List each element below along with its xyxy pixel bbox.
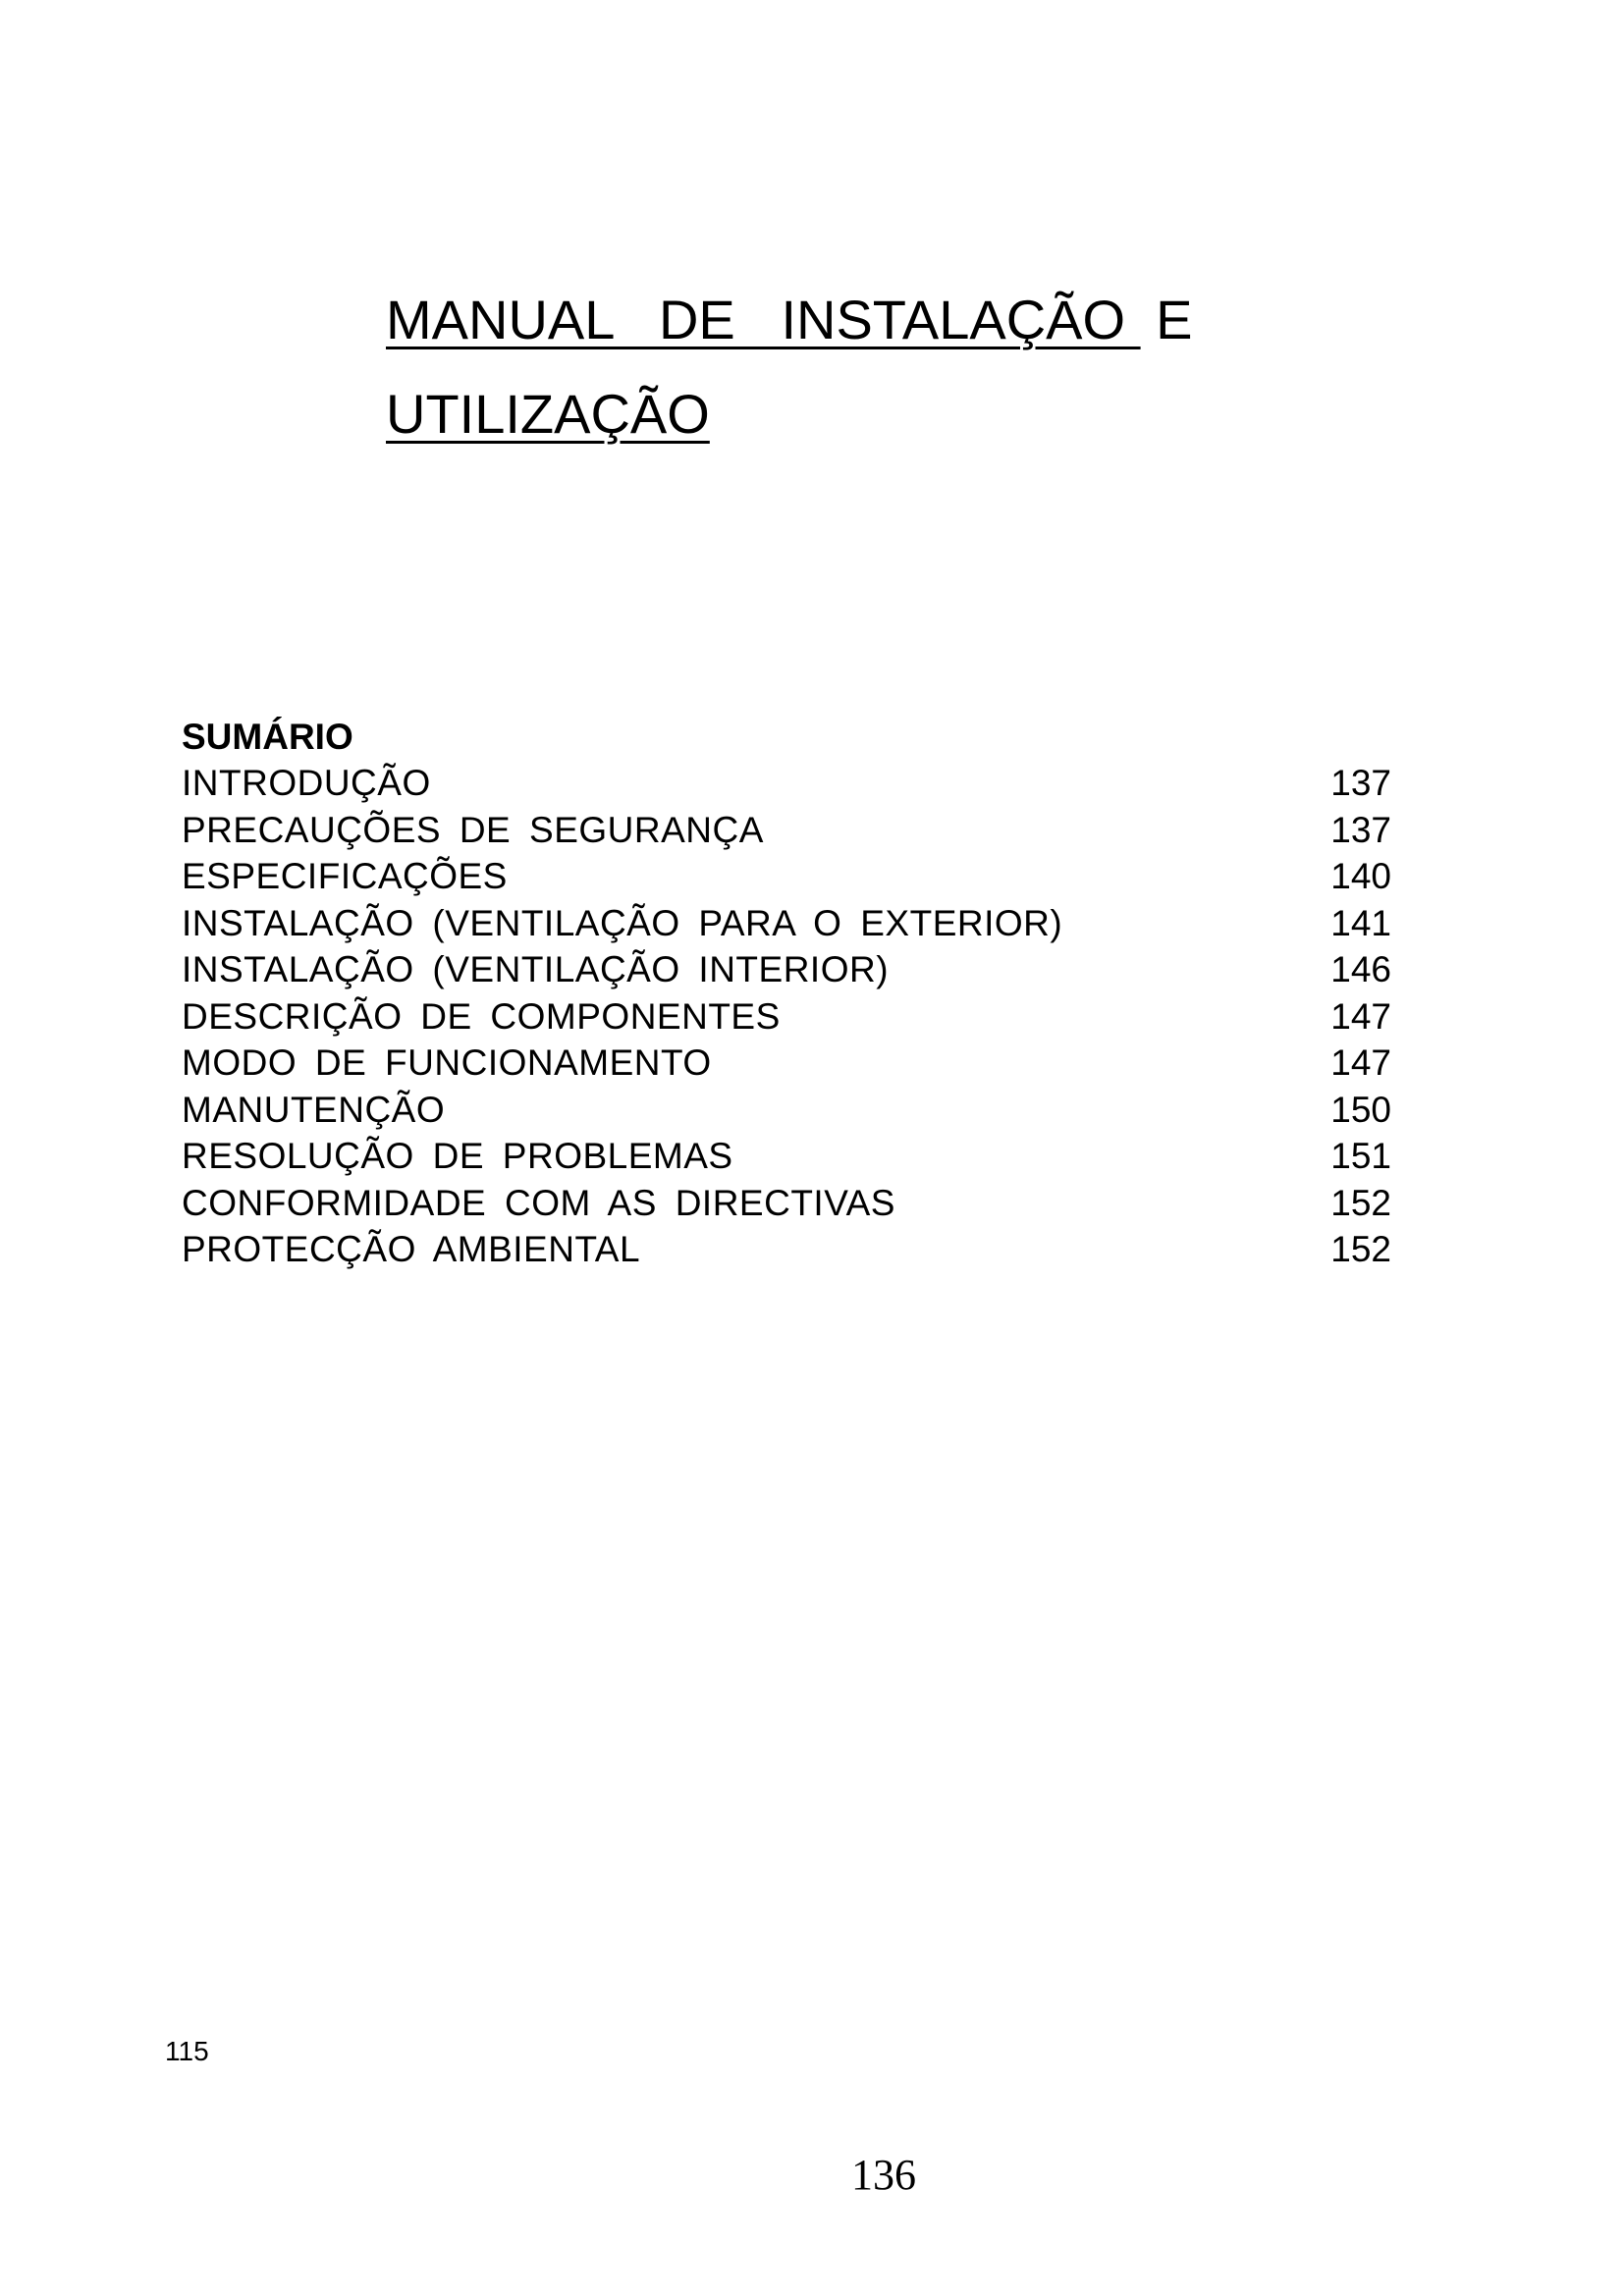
toc-entry <box>182 900 1391 947</box>
original-page-number: 115 <box>165 2036 209 2066</box>
toc-entry <box>182 993 1391 1041</box>
toc-entry-page: 151 <box>1330 1136 1391 1176</box>
toc-entry <box>182 1087 1391 1134</box>
toc-entry-label: ESPECIFICAÇÕES <box>182 856 508 896</box>
toc-entry-page: 137 <box>1330 809 1391 850</box>
toc-entry-label: DESCRIÇÃO DE COMPONENTES <box>182 995 781 1037</box>
toc-entry-page: 147 <box>1330 995 1391 1037</box>
page-number: 136 <box>851 2151 916 2199</box>
toc-entry-page: 141 <box>1330 902 1391 943</box>
toc-entry-page: 147 <box>1330 1042 1391 1083</box>
toc-entry <box>182 1180 1391 1227</box>
toc-entry-page: 150 <box>1330 1089 1391 1130</box>
toc-entry-label: INSTALAÇÃO (VENTILAÇÃO PARA O EXTERIOR) <box>182 902 1063 943</box>
toc-entry <box>182 760 1391 807</box>
toc-entry-label: MANUTENÇÃO <box>182 1089 446 1130</box>
toc-entry-label: PRECAUÇÕES DE SEGURANÇA <box>182 809 764 850</box>
title-line-2 <box>386 367 1270 461</box>
toc-entry-page: 137 <box>1330 763 1391 803</box>
title-tail-text: E <box>1140 289 1193 350</box>
toc-heading: SUMÁRIO <box>182 717 353 757</box>
title-line-2-text: UTILIZAÇÃO <box>386 383 710 445</box>
title-line-1 <box>386 273 1270 367</box>
table-of-contents <box>182 715 1391 1273</box>
toc-entry <box>182 853 1391 900</box>
toc-entry-label: INSTALAÇÃO (VENTILAÇÃO INTERIOR) <box>182 949 890 989</box>
toc-entry-label: CONFORMIDADE COM AS DIRECTIVAS <box>182 1182 895 1223</box>
title-underlined-text: MANUAL DE INSTALAÇÃO <box>386 289 1141 350</box>
toc-entry-label: RESOLUÇÃO DE PROBLEMAS <box>182 1136 733 1176</box>
document-title <box>386 273 1270 461</box>
toc-entry-page: 140 <box>1330 856 1391 896</box>
toc-entry <box>182 807 1391 854</box>
toc-entry-label: PROTECÇÃO AMBIENTAL <box>182 1229 641 1269</box>
toc-entry-label: INTRODUÇÃO <box>182 763 431 803</box>
toc-entry-page: 152 <box>1330 1229 1391 1269</box>
toc-entry-page: 152 <box>1330 1182 1391 1223</box>
toc-entry-page: 146 <box>1330 949 1391 989</box>
toc-entry <box>182 1133 1391 1180</box>
toc-entry-label: MODO DE FUNCIONAMENTO <box>182 1042 712 1083</box>
toc-entry <box>182 946 1391 993</box>
toc-entry <box>182 1040 1391 1087</box>
toc-entry <box>182 1226 1391 1273</box>
